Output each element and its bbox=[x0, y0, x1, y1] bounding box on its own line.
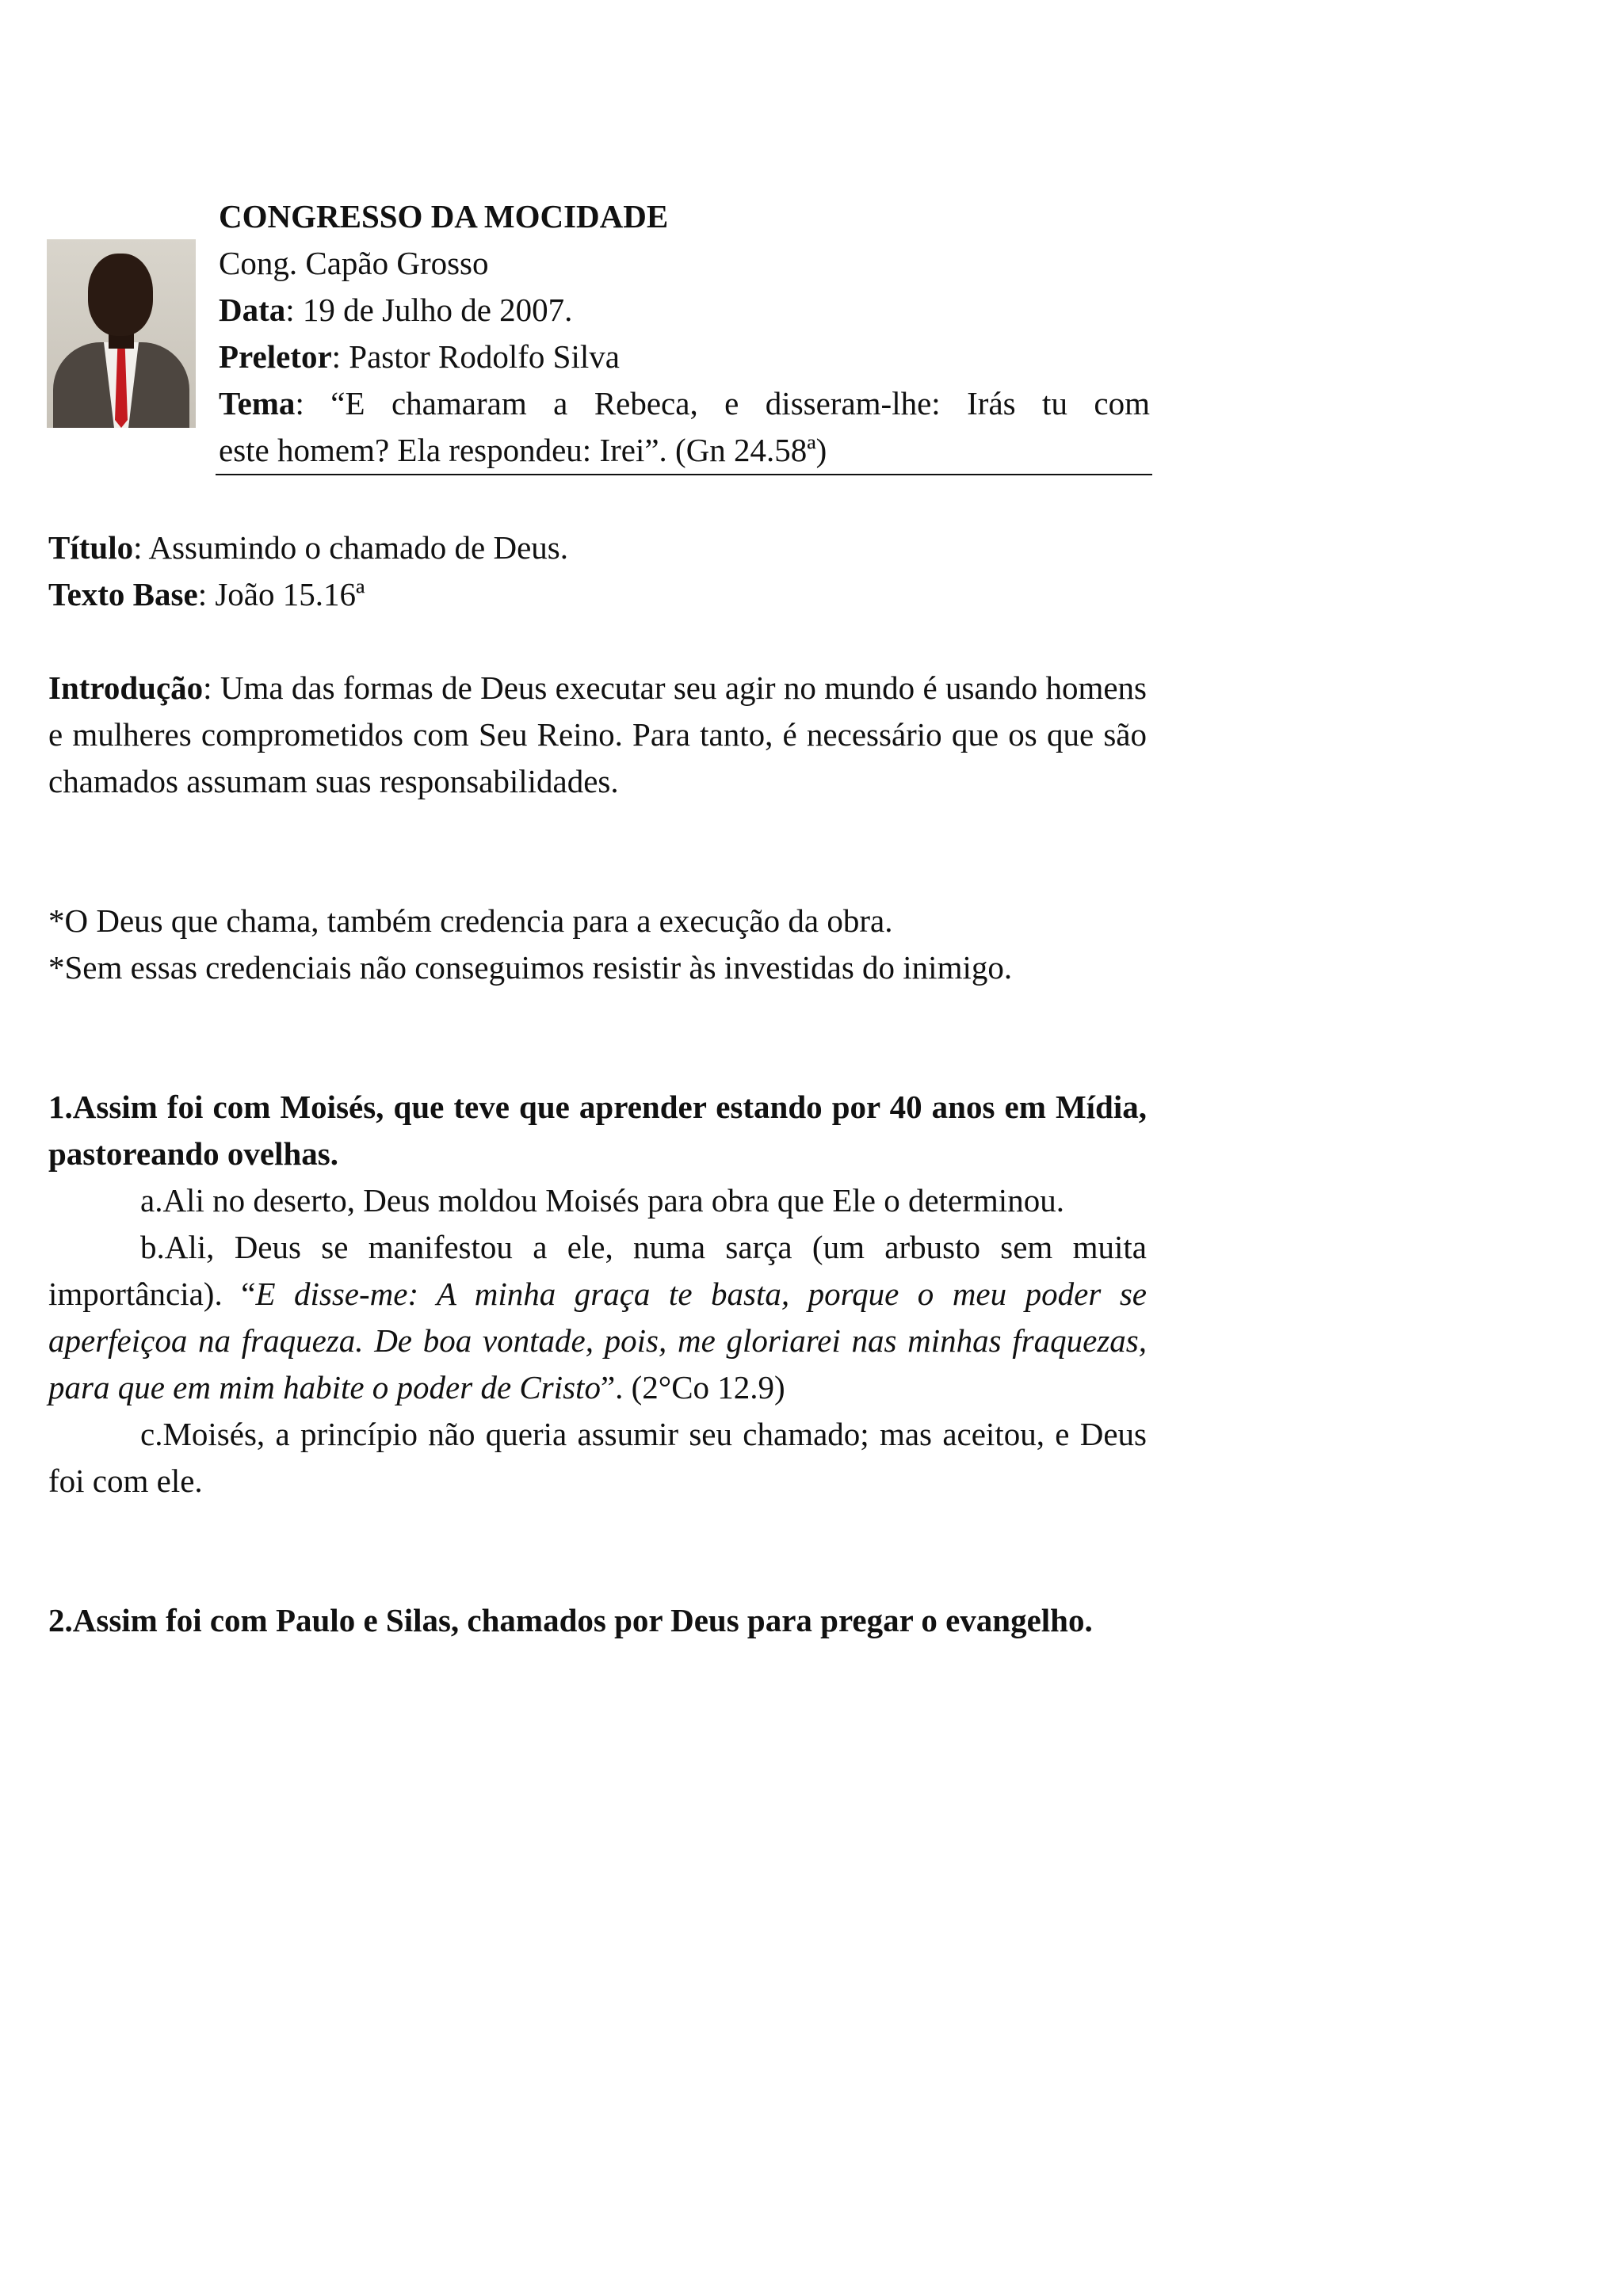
photo-head bbox=[88, 254, 153, 336]
point-1-item-c: c.Moisés, a princípio não queria assumir seu chamado; mas aceitou, e Deus foi com ele. bbox=[48, 1416, 1147, 1499]
point-2-heading: 2.Assim foi com Paulo e Silas, chamados por Deus para pregar o evangelho. bbox=[48, 1602, 1093, 1638]
date-label: Data bbox=[219, 292, 286, 328]
speaker-label: Preletor bbox=[219, 338, 332, 375]
introduction-paragraph bbox=[48, 665, 1147, 805]
congregation: Cong. Capão Grosso bbox=[219, 245, 489, 281]
theme-line-2: este homem? Ela respondeu: Irei”. (Gn 24.58ª) bbox=[219, 432, 827, 468]
title-label: Título bbox=[48, 529, 134, 566]
title-line bbox=[48, 524, 1147, 571]
base-text-label: Texto Base bbox=[48, 576, 198, 612]
notes-section bbox=[48, 898, 1147, 991]
header-block bbox=[219, 193, 1150, 474]
point-1-item-b bbox=[48, 1224, 1147, 1411]
date-value: : 19 de Julho de 2007. bbox=[285, 292, 573, 328]
base-text-value: : João 15.16ª bbox=[197, 576, 365, 612]
header-divider bbox=[216, 474, 1152, 475]
point-2-section bbox=[48, 1597, 1147, 1644]
speaker-value: : Pastor Rodolfo Silva bbox=[331, 338, 620, 375]
point-1-section bbox=[48, 1084, 1147, 1505]
introduction-text: : Uma das formas de Deus executar seu agir no mundo é usando homens e mulheres comprometidos com Seu Reino. Para tanto, é necessário que os que são chamados assumam suas responsabilidades. bbox=[48, 669, 1147, 799]
speaker-line bbox=[219, 334, 1150, 380]
point-1-heading: 1.Assim foi com Moisés, que teve que aprender estando por 40 anos em Mídia, pastoreando ovelhas. bbox=[48, 1089, 1147, 1172]
item-b-quote: E disse-me: A minha graça te basta, porque o meu poder se aperfeiçoa na fraqueza. De boa vontade, pois, me gloriarei nas minhas fraquezas, para que em mim habite o poder de Cristo bbox=[48, 1276, 1147, 1405]
title-section bbox=[48, 524, 1147, 618]
theme-label: Tema bbox=[219, 385, 296, 421]
event-title: CONGRESSO DA MOCIDADE bbox=[219, 198, 669, 235]
base-text-line bbox=[48, 571, 1147, 618]
introduction-section bbox=[48, 665, 1147, 805]
item-b-reference: ”. (2°Co 12.9) bbox=[600, 1369, 785, 1405]
theme-line bbox=[219, 380, 1150, 427]
date-line bbox=[219, 287, 1150, 334]
theme-value-line1: : “E chamaram a Rebeca, e disseram-lhe: Irás tu com bbox=[295, 385, 1150, 421]
point-1-item-a: a.Ali no deserto, Deus moldou Moisés para obra que Ele o determinou. bbox=[140, 1182, 1064, 1219]
introduction-label: Introdução bbox=[48, 669, 204, 706]
item-b-text: b.Ali, Deus se manifestou a ele, numa sarça (um arbusto sem muita importância). “ bbox=[48, 1229, 1147, 1312]
note-item: *O Deus que chama, também credencia para a execução da obra. bbox=[48, 902, 893, 939]
title-value: : Assumindo o chamado de Deus. bbox=[133, 529, 568, 566]
note-item: *Sem essas credenciais não conseguimos resistir às investidas do inimigo. bbox=[48, 949, 1013, 986]
speaker-photo bbox=[47, 239, 196, 428]
